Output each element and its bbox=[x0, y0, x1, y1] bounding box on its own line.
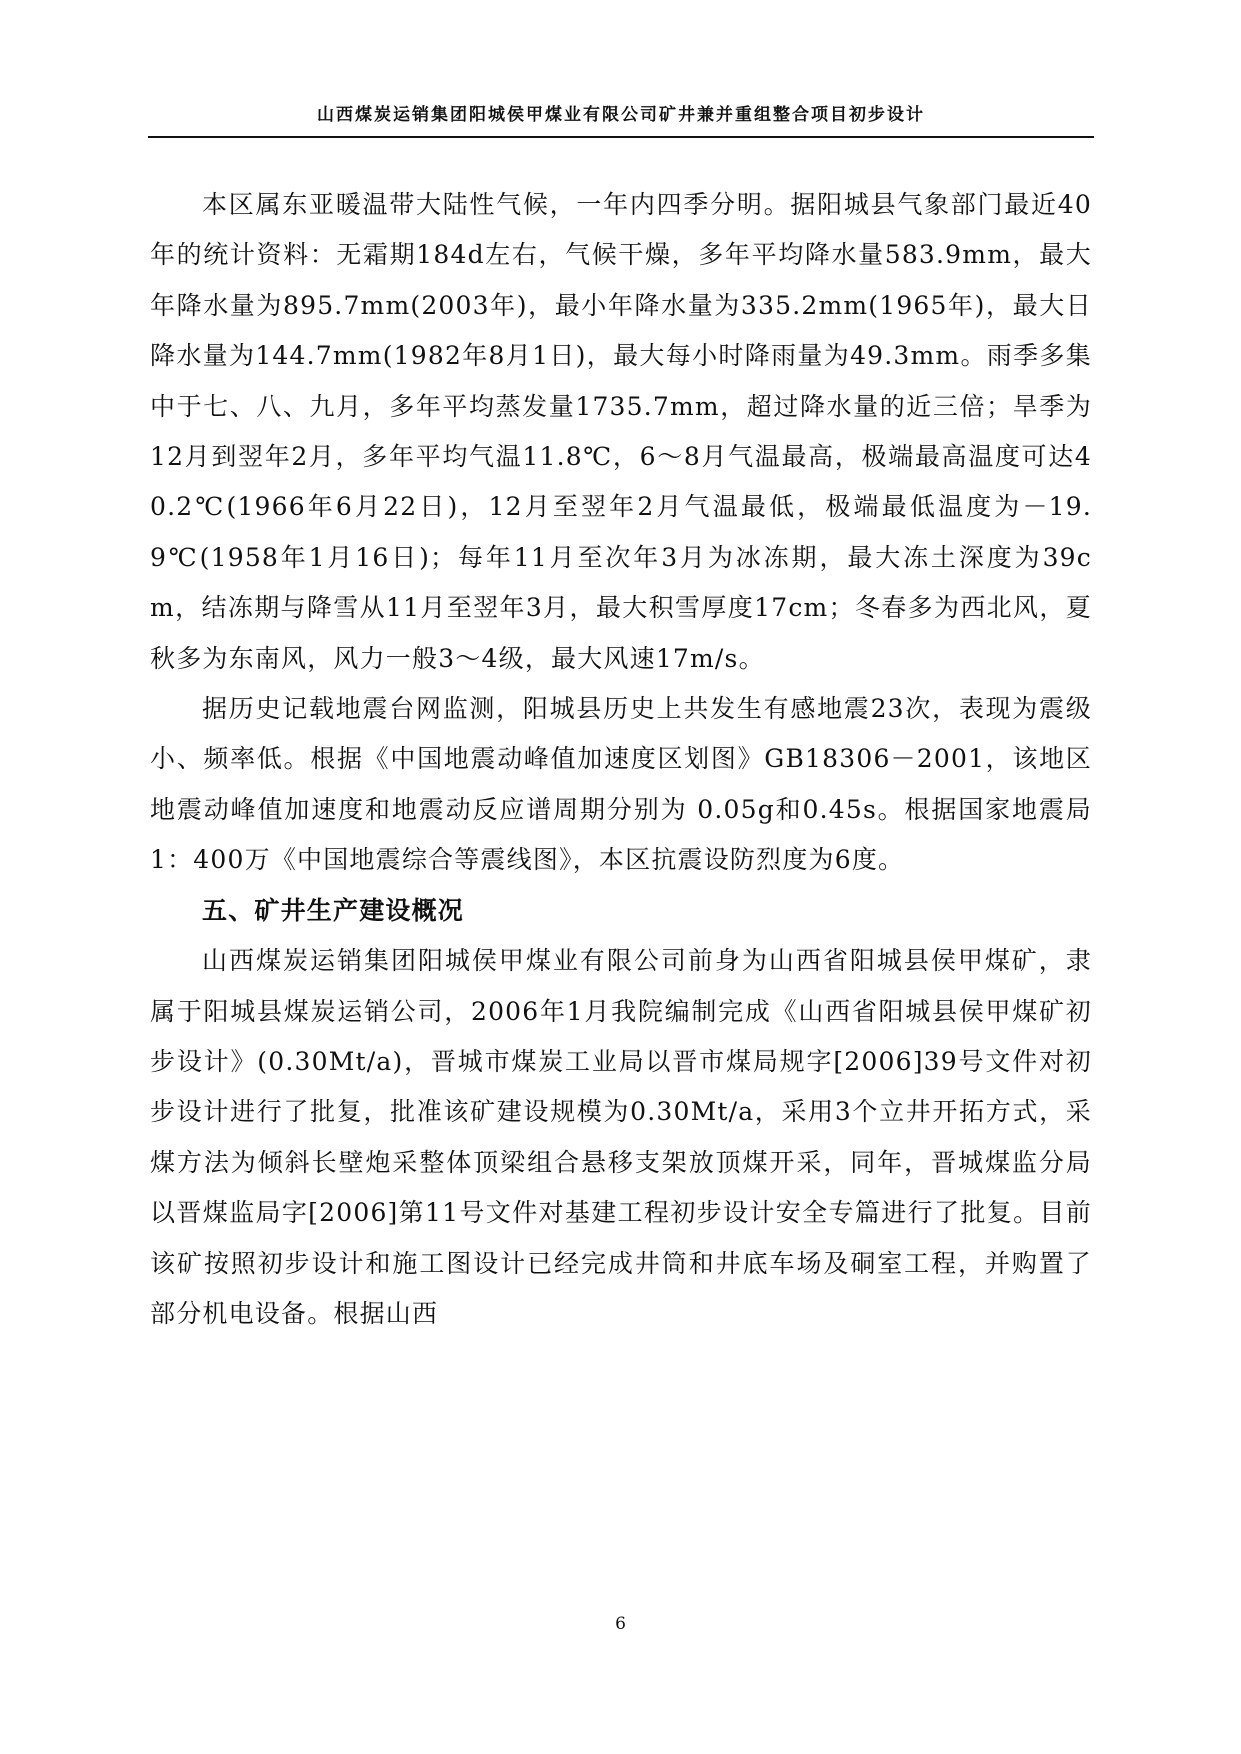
paragraph-seismic: 据历史记载地震台网监测，阳城县历史上共发生有感地震23次，表现为震级小、频率低。根据《中国地震动峰值加速度区划图》GB18306－2001，该地区地震动峰值加速度和地震动反应谱周期分别为 0.05g和0.45s。根据国家地震局 1：400万《中国地震综合等震线图》，本区抗震设防烈度为6度。 bbox=[150, 694, 1092, 875]
paragraph-climate: 本区属东亚暖温带大陆性气候，一年内四季分明。据阳城县气象部门最近40年的统计资料：无霜期184d左右，气候干燥，多年平均降水量583.9mm，最大年降水量为895.7mm(2003年)，最小年降水量为335.2mm(1965年)，最大日降水量为144.7mm(1982年8月1日)，最大每小时降雨量为49.3mm。雨季多集中于七、八、九月，多年平均蒸发量1735.7mm，超过降水量的近三倍；旱季为12月到翌年2月，多年平均气温11.8℃，6～8月气温最高，极端最高温度可达40.2℃(1966年6月22日)，12月至翌年2月气温最低，极端最低温度为－19.9℃(1958年1月16日)；每年11月至次年3月为冰冻期，最大冻土深度为39cm，结冻期与降雪从11月至翌年3月，最大积雪厚度17cm；冬春多为西北风，夏秋多为东南风，风力一般3～4级，最大风速17m/s。 bbox=[150, 190, 1092, 673]
body-text bbox=[150, 180, 1092, 1339]
section-heading: 五、矿井生产建设概况 bbox=[202, 895, 465, 925]
page-number: 6 bbox=[615, 1614, 626, 1634]
paragraph-mine-history: 山西煤炭运销集团阳城侯甲煤业有限公司前身为山西省阳城县侯甲煤矿，隶属于阳城县煤炭运销公司，2006年1月我院编制完成《山西省阳城县侯甲煤矿初步设计》(0.30Mt/a)，晋城市煤炭工业局以晋市煤局规字[2006]39号文件对初步设计进行了批复，批准该矿建设规模为0.30Mt/a，采用3个立井开拓方式，采煤方法为倾斜长壁炮采整体顶梁组合悬移支架放顶煤开采，同年，晋城煤监分局以晋煤监局字[2006]第11号文件对基建工程初步设计安全专篇进行了批复。目前该矿按照初步设计和施工图设计已经完成井筒和井底车场及硐室工程，并购置了部分机电设备。根据山西 bbox=[150, 946, 1092, 1328]
header-rule bbox=[148, 136, 1094, 138]
running-header: 山西煤炭运销集团阳城侯甲煤业有限公司矿井兼并重组整合项目初步设计 bbox=[317, 105, 925, 125]
